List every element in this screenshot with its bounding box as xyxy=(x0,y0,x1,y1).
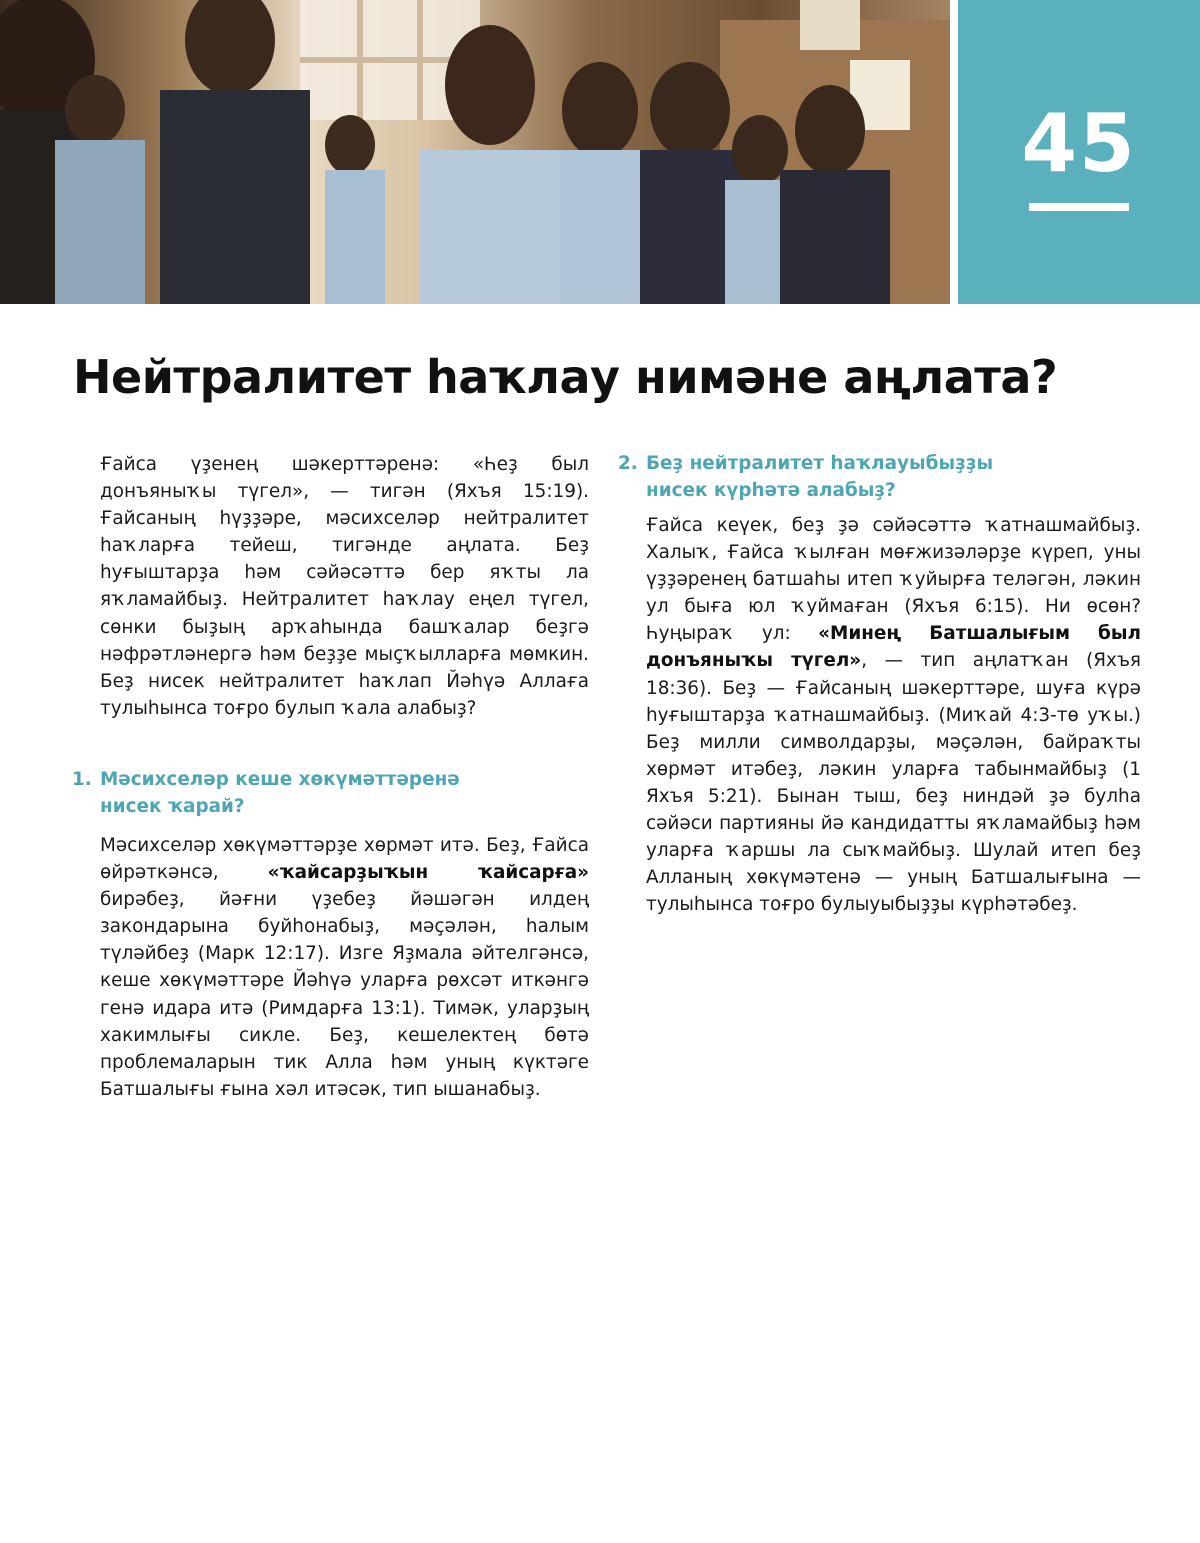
section-2-question-line2: нисек күрһәтә алабыҙ? xyxy=(646,480,896,501)
section-2-body xyxy=(646,512,1141,918)
section-1-question-line1: Мәсихселәр кеше хөкүмәттәренә xyxy=(100,769,460,790)
section-1-text-after: бирәбеҙ, йәғни үҙебеҙ йәшәгән илдең закондарына буйһонабыҙ, мәҫәлән, һалым түләйбеҙ (Марк 12:17). Изге Яҙмала әйтелгәнсә, кеше хөкүмәттәре Йәһүә уларға рөхсәт иткәнгә генә идара итә (Римдарға 13:1). Тимәк, уларҙың хакимлығы сикле. Беҙ, кешелектең бөтә проблемаларын тик Алла һәм уның күктәге Батшалығы ғына хәл итәсәк, тип ышанабыҙ. xyxy=(100,889,589,1100)
classroom-photo-illustration xyxy=(0,0,950,304)
section-2-heading xyxy=(618,450,1158,504)
section-2-number: 2. xyxy=(618,453,638,474)
lesson-number: 45 xyxy=(1021,97,1137,190)
section-1-heading xyxy=(72,766,592,820)
section-1-question-line2: нисек ҡарай? xyxy=(100,796,245,817)
section-2-question-line1: Беҙ нейтралитет һаҡлауыбыҙҙы xyxy=(646,453,994,474)
header-photo xyxy=(0,0,950,304)
lesson-badge xyxy=(958,0,1200,304)
section-1-text-before: Мәсихселәр хөкүмәттәрҙе хөрмәт итә. Беҙ, Ғайса өйрәткәнсә, xyxy=(100,835,589,884)
intro-text: Ғайса үҙенең шәкерттәренә: «Һеҙ был донъяныҡы түгел», — тигән (Яхъя 15:19). Ғайсаның һүҙҙәре, мәсихселәр нейтралитет һаҡларға тейеш, тигәнде аңлата. Беҙ һуғыштарҙа һәм сәйәсәттә бер яҡты ла яҡламайбыҙ. Нейтралитет һаҡлау еңел түгел, сөнки быҙың арҡаһында башҡалар беҙгә нәфрәтләнергә һәм беҙҙе мыҫҡылларға мөмкин. Беҙ нисек нейтралитет һаҡлап Йәһүә Аллаға тулыһынса тоғро булып ҡала алабыҙ? xyxy=(100,454,589,719)
section-1-body xyxy=(100,832,589,1103)
page-title: Нейтралитет һаҡлау нимәне аңлата? xyxy=(73,350,1058,404)
intro-paragraph xyxy=(100,451,589,722)
section-1-number: 1. xyxy=(72,769,92,790)
section-2-text-after: , — тип аңлатҡан (Яхъя 18:36). Беҙ — Ғайсаның шәкерттәре, шуға күрә һуғыштарҙа ҡатнашмайбыҙ. (Миҡай 4:3-тө уҡы.) Беҙ милли символдарҙы, мәҫәлән, байраҡты хөрмәт итәбеҙ, ләкин уларға табынмайбыҙ (1 Яхъя 5:21). Бынан тыш, беҙ ниндәй ҙә булһа сәйәси партияны йә кандидатты яҡламайбыҙ һәм уларға ҡаршы ла сыҡмайбыҙ. Шулай итеп беҙ Алланың хөкүмәтенә — уның Батшалығына — тулыһынса тоғро булыуыбыҙҙы күрһәтәбеҙ. xyxy=(646,650,1141,916)
lesson-number-underline xyxy=(1029,203,1129,211)
section-2-text-before: Ғайса кеүек, беҙ ҙә сәйәсәттә ҡатнашмайбыҙ. Халыҡ, Ғайса ҡылған мөғжизәләрҙе күреп, уны үҙҙәренең батшаһы итеп ҡуйырға теләгән, ләкин ул быға юл ҡуймаған (Яхъя 6:15). Ни өсөн? Һуңыраҡ ул: xyxy=(646,515,1141,645)
section-1-bold-quote: «ҡайсарҙыҡын ҡайсарға» xyxy=(267,862,589,884)
section-2-bold-quote: «Минең Батшалығым был донъяныҡы түгел» xyxy=(646,623,1141,672)
